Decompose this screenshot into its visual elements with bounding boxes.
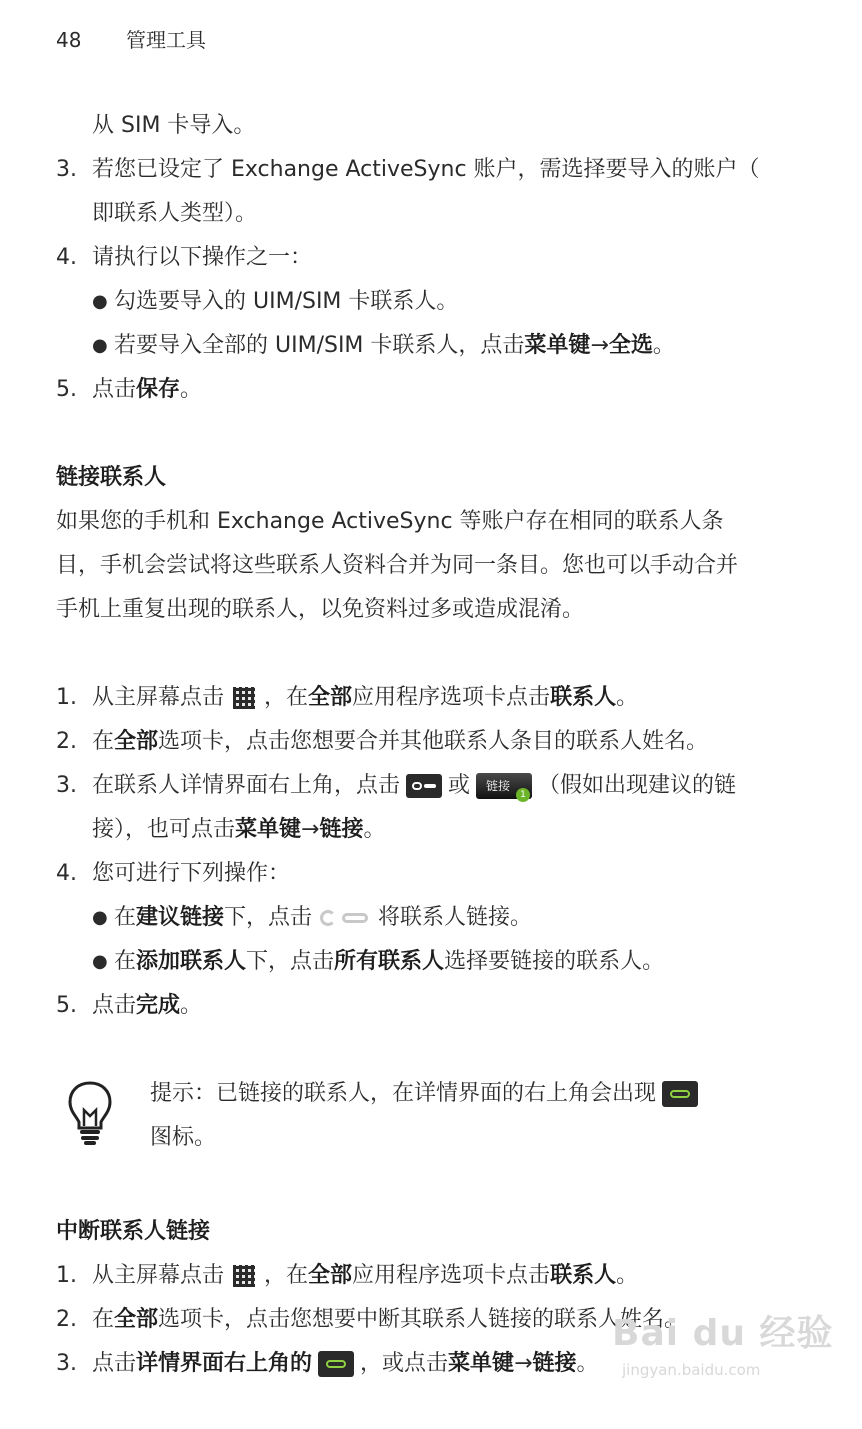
all-apps-grid-icon <box>230 1262 258 1290</box>
link-step-2: 在全部选项卡，点击您想要合并其他联系人条目的联系人姓名。 <box>92 729 709 754</box>
unlink-section-title: 中断联系人链接 <box>56 1219 211 1244</box>
import-step-3-line-1: 若您已设定了 Exchange ActiveSync 账户，需选择要导入的账户（ <box>92 157 760 182</box>
lightbulb-tip-icon <box>66 1080 114 1146</box>
link-paragraph-line-3: 手机上重复出现的联系人，以免资料过多或造成混淆。 <box>56 597 585 622</box>
list-number: 2. <box>56 1307 77 1332</box>
link-step-5: 点击完成。 <box>92 993 203 1018</box>
watermark-url: jingyan.baidu.com <box>622 1361 761 1379</box>
list-number: 4. <box>56 861 77 886</box>
page-number: 48 <box>56 28 82 52</box>
baidu-jingyan-watermark <box>612 1305 834 1379</box>
import-step-5: 点击保存。 <box>92 377 203 402</box>
tip-line-2: 图标。 <box>150 1125 217 1150</box>
watermark-logo: Bai du 经验 <box>612 1313 834 1354</box>
unlink-step-3: 点击详情界面右上角的 ，或点击菜单键→链接。 <box>92 1351 599 1376</box>
bullet-dot: ● <box>92 335 108 356</box>
link-step-3: 在联系人详情界面右上角，点击 或 链接 1 （假如出现建议的链 <box>92 773 737 800</box>
link-paragraph-line-1: 如果您的手机和 Exchange ActiveSync 等账户存在相同的联系人条 <box>56 509 724 534</box>
unlink-step-2: 在全部选项卡，点击您想要中断其联系人链接的联系人姓名。 <box>92 1307 687 1332</box>
link-bullet-1: 在建议链接下，点击 将联系人链接。 <box>114 905 533 930</box>
bullet-dot: ● <box>92 291 108 312</box>
bullet-dot: ● <box>92 951 108 972</box>
list-number: 3. <box>56 1351 77 1376</box>
import-step-3-line-2: 即联系人类型）。 <box>92 201 258 226</box>
list-number: 3. <box>56 157 77 182</box>
list-number: 2. <box>56 729 77 754</box>
suggested-link-button-icon: 链接 1 <box>476 773 532 799</box>
import-bullet-1: 勾选要导入的 UIM/SIM 卡联系人。 <box>114 289 459 314</box>
import-bullet-2: 若要导入全部的 UIM/SIM 卡联系人，点击菜单键→全选。 <box>114 333 675 358</box>
suggestion-count-badge: 1 <box>516 788 530 802</box>
import-continuation: 从 SIM 卡导入。 <box>92 113 256 138</box>
list-number: 5. <box>56 993 77 1018</box>
import-step-4: 请执行以下操作之一： <box>92 245 313 270</box>
link-step-4: 您可进行下列操作： <box>92 861 291 886</box>
linked-contact-icon <box>662 1081 698 1107</box>
list-number: 5. <box>56 377 77 402</box>
link-icon <box>406 774 442 798</box>
linked-contact-icon <box>318 1351 354 1377</box>
all-apps-grid-icon <box>230 684 258 712</box>
link-paragraph-line-2: 目，手机会尝试将这些联系人资料合并为同一条目。您也可以手动合并 <box>56 553 739 578</box>
list-number: 1. <box>56 1263 77 1288</box>
unlink-step-1: 从主屏幕点击 ，在全部应用程序选项卡点击联系人。 <box>92 1263 639 1288</box>
add-link-icon <box>318 907 372 929</box>
section-header: 管理工具 <box>126 28 206 52</box>
list-number: 4. <box>56 245 77 270</box>
bullet-dot: ● <box>92 907 108 928</box>
link-bullet-2: 在添加联系人下，点击所有联系人选择要链接的联系人。 <box>114 949 665 974</box>
link-step-1: 从主屏幕点击 ，在全部应用程序选项卡点击联系人。 <box>92 685 639 710</box>
link-section-title: 链接联系人 <box>56 465 167 490</box>
tip-line-1: 提示：已链接的联系人，在详情界面的右上角会出现 <box>150 1078 704 1110</box>
link-step-3-line-2: 接），也可点击菜单键→链接。 <box>92 817 386 842</box>
list-number: 3. <box>56 773 77 798</box>
list-number: 1. <box>56 685 77 710</box>
